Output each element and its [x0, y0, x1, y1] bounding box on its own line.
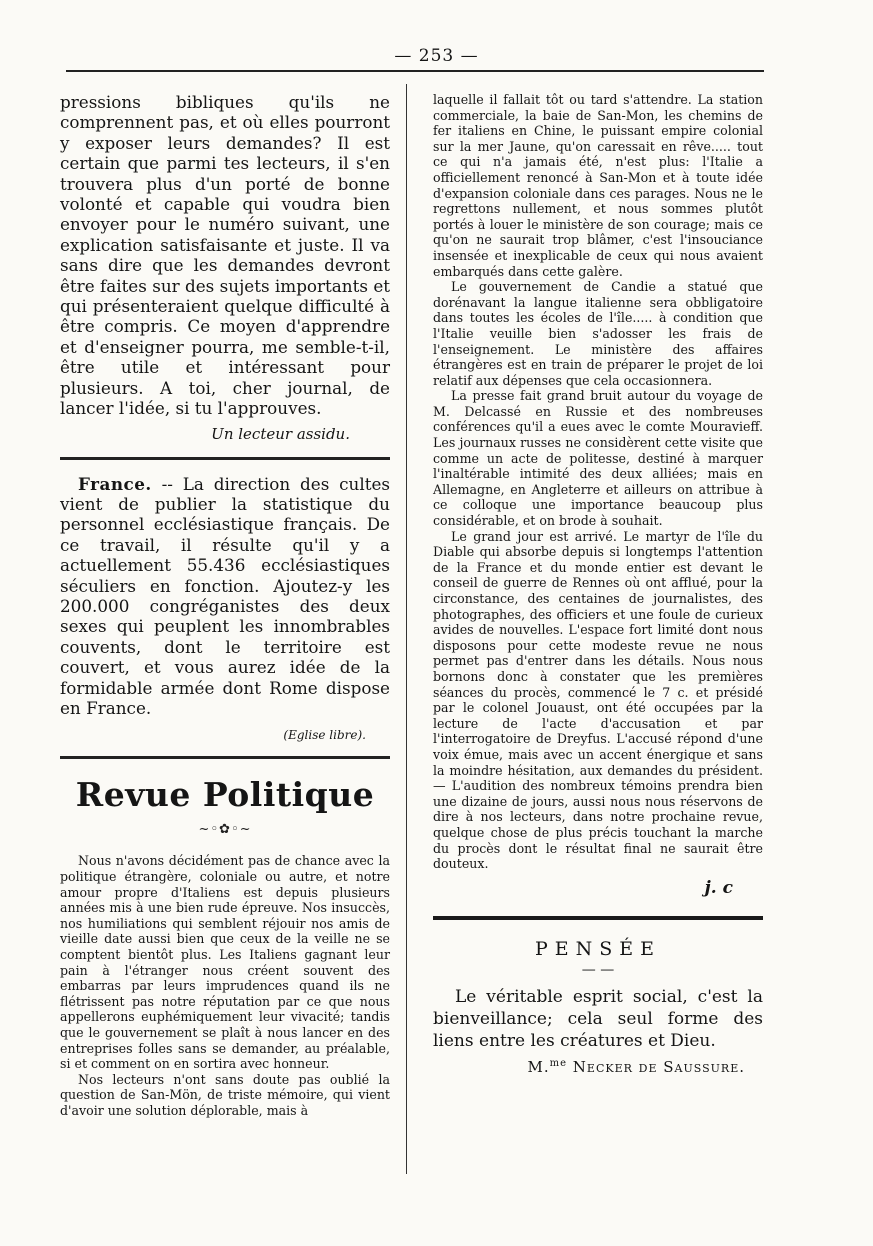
revue-paragraph-6: Le grand jour est arrivé. Le martyr de l'île du Diable qui absorbe depuis si longtemps l'attention de la France et du monde entier est devant le conseil de guerre de Rennes où ont afflué, pour la circonstance, des centaines de journalistes, des photographes, des officiers et une foule de curieux avides de nouvelles. L'espace fort limité dont nous disposons pour cette modeste revue ne nous permet pas d'entrer dans les détails. Nous nous bornons donc à constater que les premières séances du procès, commencé le 7 c. et présidé par le colonel Jouaust, ont été occupées par la lecture de l'acte d'accusation et par l'interrogatoire de Dreyfus. L'accusé répond d'une voix émue, mais avec un accent énergique et sans la moindre hésitation, aux demandes du président. — L'audition des nombreux témoins prendra bien une dizaine de jours, aussi nous nous réservons de dire à nos lecteurs, dans notre prochaine revue, quelque chose de plus précis touchant la marche du procès dont le résultat final ne saurait être douteux.: [433, 528, 763, 872]
revue-paragraph-5: La presse fait grand bruit autour du voyage de M. Delcassé en Russie et des nombreuses conférences qu'il a eues avec le comte Mouravieff. Les journaux russes ne considèrent cette visite que comme un acte de politesse, destiné à marquer l'inaltérable intimité des deux alliées; mais en Allemagne, en Angleterre et ailleurs on attribue à ce colloque une importance beaucoup plus considérable, et on brode à souhait.: [433, 388, 763, 529]
ornament-icon: ~◦✿◦~: [198, 822, 252, 838]
column-divider: [406, 84, 407, 1174]
pensee-author: [433, 1058, 745, 1076]
pensee-dash: — —: [581, 961, 615, 978]
pensee-author-name: Necker de Saussure.: [567, 1057, 745, 1076]
reader-letter-text: pressions bibliques qu'ils ne comprennent pas, et où elles pourront y exposer leurs demandes? Il est certain que parmi tes lecteurs, il s'en trouvera plus d'un porté de bonne volonté et capable qui voudra bien envoyer pour le numéro suivant, une explication satisfaisante et juste. Il va sans dire que les demandes devront être faites sur des sujets importants et qui présenteraient quelque difficulté à être compris. Ce moyen d'apprendre et d'enseigner pourra, me semble-t-il, être utile et intéressant pour plusieurs. A toi, cher journal, de lancer l'idée, si tu l'approuves.: [60, 92, 390, 419]
pensee-title: PENSÉE: [534, 937, 662, 960]
pensee-text: Le véritable esprit social, c'est la bienveillance; cela seul forme des liens entre les créatures et Dieu.: [433, 986, 763, 1051]
section-title: Revue Politique: [75, 775, 375, 815]
pensee-author-sup: me: [549, 1057, 568, 1069]
page-number: — 253 —: [394, 46, 479, 66]
revue-paragraph-3: laquelle il fallait tôt ou tard s'attendre. La station commerciale, la baie de San-Mon, les chemins de fer italiens en Chine, le puissant empire colonial sur la mer Jaune, qu'on caressait en rêve..... tout ce qui n'a jamais été, n'est plus: l'Italie a officiellement renoncé à San-Mon et à toute idée d'expansion coloniale dans ces parages. Nous ne le regrettons nullement, et nous sommes plutôt portés à louer le ministère de son courage; mais ce qu'on ne saurait trop blâmer, c'est l'insouciance insensée et inexplicable de ceux qui nous avaient embarqués dans cette galère.: [433, 92, 763, 279]
section-rule: [60, 756, 390, 759]
france-paragraph: [60, 474, 390, 719]
france-source: (Eglise libre).: [283, 728, 366, 743]
revue-paragraph-4: Le gouvernement de Candie a statué que dorénavant la langue italienne sera obbligatoire dans toutes les écoles de l'île..... à condition que l'Italie veuille bien s'adosser les frais de l'enseignement. Le ministère des affaires étrangères est en train de préparer le projet de loi relatif aux dépenses que cela occasionnera.: [433, 279, 763, 388]
left-column: [60, 92, 390, 1118]
revue-paragraph-1: Nous n'avons décidément pas de chance avec la politique étrangère, coloniale ou autre, et notre amour propre d'Italiens est depuis plusieurs années mis à une bien rude épreuve. Nos insuccès, nos humiliations qui semblent réjouir nos amis de vieille date aussi bien que ceux de la veille ne se comptent bientôt plus. Les Italiens gagnant leur pain à l'étranger nous créent souvent des embarras par leurs imprudences quand ils ne flétrissent pas notre réputation par ce que nous appellerons euphémiquement leur vivacité; tandis que le gouvernement se plaît à nous lancer en des entreprises folles sans se demander, au préalable, si et comment on en sortira avec honneur.: [60, 853, 390, 1072]
author-initials: j. c: [704, 877, 733, 898]
right-column: [433, 92, 763, 1076]
france-text: -- La direction des cultes vient de publier la statistique du personnel ecclésiastique français. De ce travail, il résulte qu'il y a actuellement 55.436 ecclésiastiques séculiers en fonction. Ajoutez-y les 200.000 congréganistes des deux sexes qui peuplent les innombrables couvents, dont le territoire est couvert, et vous aurez idée de la formidable armée dont Rome dispose en France.: [60, 473, 390, 718]
header-rule: [66, 70, 764, 72]
france-keyword: France.: [78, 473, 152, 494]
pensee-author-prefix: M.: [527, 1057, 550, 1076]
section-rule: [60, 457, 390, 460]
reader-signature: Un lecteur assidu.: [211, 424, 350, 443]
section-rule: [433, 916, 763, 920]
revue-paragraph-2: Nos lecteurs n'ont sans doute pas oublié la question de San-Mön, de triste mémoire, qui vient d'avoir une solution déplorable, mais à: [60, 1071, 390, 1118]
